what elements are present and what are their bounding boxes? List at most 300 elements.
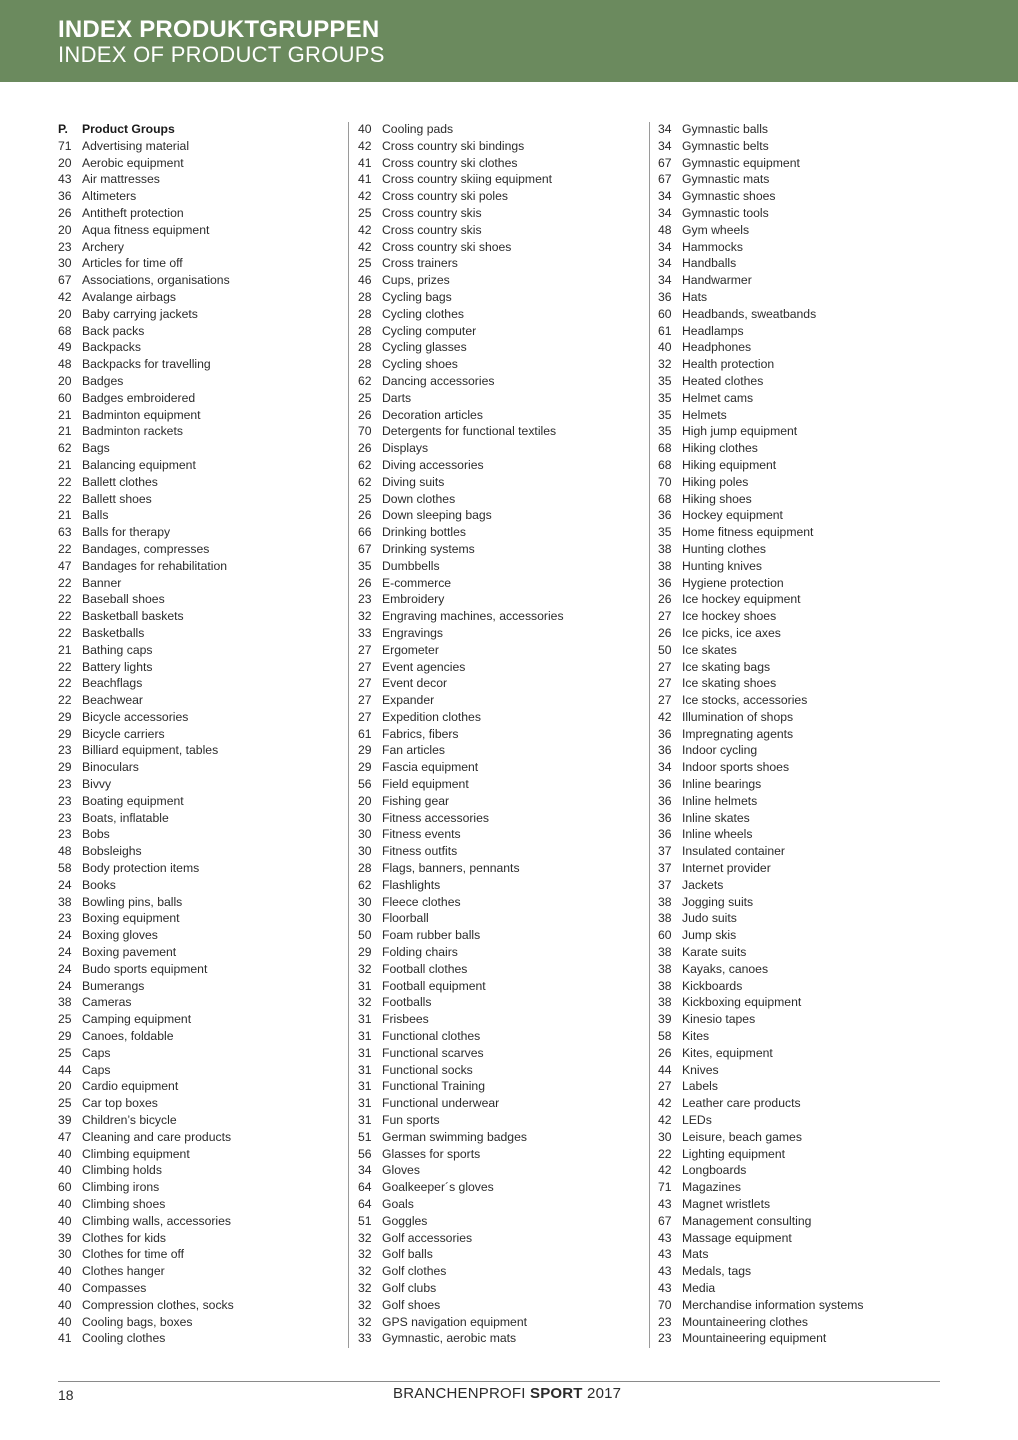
entry-page-number: 36 <box>658 508 672 523</box>
entry-product-group: Detergents for functional textiles <box>382 424 557 439</box>
entry-page-number: 36 <box>658 827 672 842</box>
entry-page-number: 27 <box>658 676 672 691</box>
index-entry <box>658 1045 948 1062</box>
entry-product-group: Merchandise information systems <box>682 1297 864 1312</box>
entry-page-number: 42 <box>58 289 72 304</box>
index-entry <box>658 171 948 188</box>
entry-page-number: 34 <box>658 760 672 775</box>
entry-product-group: Longboards <box>682 1163 747 1178</box>
entry-page-number: 36 <box>658 793 672 808</box>
entry-page-number: 29 <box>358 760 372 775</box>
entry-product-group: Cooling bags, boxes <box>82 1314 193 1329</box>
entry-product-group: Hiking poles <box>682 474 749 489</box>
entry-page-number: 35 <box>358 558 372 573</box>
entry-page-number: 23 <box>658 1331 672 1346</box>
entry-page-number: 24 <box>58 877 72 892</box>
entry-product-group: Health protection <box>682 357 775 372</box>
index-entry <box>58 1078 348 1095</box>
entry-product-group: Media <box>682 1280 716 1295</box>
page-number: 18 <box>58 1387 74 1403</box>
index-entry <box>58 457 348 474</box>
index-entry <box>658 1095 948 1112</box>
index-entry <box>658 961 948 978</box>
entry-page-number: 35 <box>658 373 672 388</box>
entry-page-number: 26 <box>658 1045 672 1060</box>
entry-product-group: Bowling pins, balls <box>82 894 183 909</box>
entry-product-group: Insulated container <box>682 844 785 859</box>
index-entry <box>658 927 948 944</box>
index-entry <box>658 826 948 843</box>
entry-product-group: Hiking equipment <box>682 457 777 472</box>
entry-page-number: 20 <box>58 155 72 170</box>
index-entry <box>658 423 948 440</box>
entry-page-number: 25 <box>58 1012 72 1027</box>
entry-product-group: Handwarmer <box>682 273 752 288</box>
index-entry <box>658 1280 948 1297</box>
index-entry <box>658 306 948 323</box>
entry-page-number: 24 <box>58 978 72 993</box>
index-entry <box>358 1162 648 1179</box>
index-entry <box>58 877 348 894</box>
entry-product-group: Gloves <box>382 1163 420 1178</box>
entry-page-number: 61 <box>658 323 672 338</box>
entry-page-number: 32 <box>358 1247 372 1262</box>
entry-page-number: 22 <box>58 491 72 506</box>
entry-product-group: Gym wheels <box>682 222 750 237</box>
index-entry <box>58 323 348 340</box>
entry-product-group: Embroidery <box>382 592 445 607</box>
index-entry <box>58 390 348 407</box>
entry-product-group: Management consulting <box>682 1213 812 1228</box>
entry-product-group: Bathing caps <box>82 642 153 657</box>
entry-product-group: Boats, inflatable <box>82 810 169 825</box>
entry-product-group: Kayaks, canoes <box>682 961 769 976</box>
index-entry <box>658 1062 948 1079</box>
entry-product-group: Kites <box>682 1029 710 1044</box>
index-entry <box>58 272 348 289</box>
entry-product-group: Kites, equipment <box>682 1045 773 1060</box>
index-entry <box>58 642 348 659</box>
entry-product-group: Darts <box>382 390 412 405</box>
index-entry <box>58 255 348 272</box>
index-entry <box>358 1146 648 1163</box>
index-entry <box>358 440 648 457</box>
entry-page-number: 29 <box>58 1029 72 1044</box>
index-entry <box>358 457 648 474</box>
index-entry <box>58 1230 348 1247</box>
entry-page-number: 23 <box>58 793 72 808</box>
entry-product-group: Binoculars <box>82 760 139 775</box>
index-entry <box>658 659 948 676</box>
column-divider <box>348 122 349 1348</box>
index-entry <box>358 222 648 239</box>
index-entry <box>658 625 948 642</box>
index-entry <box>358 390 648 407</box>
index-entry <box>58 591 348 608</box>
entry-page-number: 26 <box>358 508 372 523</box>
entry-product-group: Backpacks for travelling <box>82 357 211 372</box>
index-entry <box>658 608 948 625</box>
entry-product-group: Magazines <box>682 1180 741 1195</box>
entry-page-number: 28 <box>358 357 372 372</box>
index-entry <box>58 910 348 927</box>
index-entry <box>58 1146 348 1163</box>
entry-page-number: 23 <box>58 827 72 842</box>
index-entry <box>58 944 348 961</box>
page-column-header: P. <box>58 122 68 136</box>
entry-page-number: 25 <box>58 1045 72 1060</box>
entry-product-group: Inline wheels <box>682 827 753 842</box>
index-entry <box>358 692 648 709</box>
entry-page-number: 36 <box>658 743 672 758</box>
index-entry <box>658 1028 948 1045</box>
entry-page-number: 34 <box>658 273 672 288</box>
entry-page-number: 32 <box>358 1280 372 1295</box>
entry-product-group: E-commerce <box>382 575 452 590</box>
entry-page-number: 37 <box>658 861 672 876</box>
entry-page-number: 71 <box>58 138 72 153</box>
index-entry <box>358 759 648 776</box>
entry-page-number: 38 <box>658 894 672 909</box>
entry-product-group: Camping equipment <box>82 1012 192 1027</box>
index-entry <box>658 1011 948 1028</box>
index-entry <box>658 507 948 524</box>
entry-page-number: 58 <box>58 861 72 876</box>
entry-product-group: Clothes hanger <box>82 1264 165 1279</box>
entry-product-group: Body protection items <box>82 861 200 876</box>
index-entry <box>658 1112 948 1129</box>
entry-page-number: 56 <box>358 1146 372 1161</box>
index-entry <box>358 138 648 155</box>
index-entry <box>358 642 648 659</box>
entry-page-number: 22 <box>58 609 72 624</box>
entry-product-group: Jogging suits <box>682 894 754 909</box>
index-entry <box>58 306 348 323</box>
entry-page-number: 40 <box>58 1197 72 1211</box>
entry-page-number: 24 <box>58 961 72 976</box>
header-title-english: INDEX OF PRODUCT GROUPS <box>58 42 385 67</box>
entry-page-number: 63 <box>58 525 72 540</box>
entry-page-number: 37 <box>658 877 672 892</box>
entry-product-group: Golf balls <box>382 1247 433 1262</box>
entry-product-group: Boxing equipment <box>82 911 180 926</box>
index-entry <box>58 541 348 558</box>
entry-product-group: Fascia equipment <box>382 760 479 775</box>
entry-page-number: 38 <box>658 978 672 993</box>
entry-product-group: Ice picks, ice axes <box>682 625 781 640</box>
index-entry <box>58 1213 348 1230</box>
index-entry <box>358 894 648 911</box>
entry-product-group: Goggles <box>382 1213 428 1228</box>
index-entry <box>358 1246 648 1263</box>
entry-page-number: 23 <box>358 592 372 607</box>
entry-product-group: Inline skates <box>682 810 750 825</box>
index-entry <box>658 1162 948 1179</box>
index-entry <box>658 709 948 726</box>
entry-page-number: 30 <box>358 894 372 909</box>
index-entry <box>358 474 648 491</box>
entry-page-number: 64 <box>358 1197 372 1211</box>
entry-product-group: Folding chairs <box>382 945 458 960</box>
index-entry <box>658 440 948 457</box>
index-entry <box>358 608 648 625</box>
index-entry <box>358 507 648 524</box>
index-entry <box>358 675 648 692</box>
index-entry <box>358 625 648 642</box>
entry-page-number: 60 <box>658 928 672 943</box>
entry-page-number: 44 <box>58 1062 72 1077</box>
index-entry <box>358 1263 648 1280</box>
entry-product-group: Ice skates <box>682 642 737 657</box>
entry-product-group: Flags, banners, pennants <box>382 861 520 876</box>
entry-product-group: Functional underwear <box>382 1096 500 1111</box>
entry-page-number: 24 <box>58 928 72 943</box>
entry-product-group: Lighting equipment <box>682 1146 785 1161</box>
entry-page-number: 23 <box>58 239 72 254</box>
entry-page-number: 42 <box>358 138 372 153</box>
index-entry <box>658 558 948 575</box>
index-entry <box>58 356 348 373</box>
entry-page-number: 35 <box>658 525 672 540</box>
index-entry <box>358 843 648 860</box>
index-entry <box>58 793 348 810</box>
index-entry <box>58 1196 348 1213</box>
index-entry <box>58 1095 348 1112</box>
entry-product-group: Cleaning and care products <box>82 1129 232 1144</box>
entry-page-number: 39 <box>58 1230 72 1245</box>
index-entry <box>358 1095 648 1112</box>
index-entry <box>358 289 648 306</box>
entry-product-group: Clothes for time off <box>82 1247 185 1262</box>
entry-page-number: 43 <box>658 1247 672 1262</box>
index-entry <box>58 155 348 172</box>
entry-product-group: Impregnating agents <box>682 726 794 741</box>
index-entry <box>58 1330 348 1347</box>
entry-product-group: Bicycle carriers <box>82 726 165 741</box>
index-entry <box>658 776 948 793</box>
entry-product-group: Fitness outfits <box>382 844 458 859</box>
page-header-banner <box>0 0 1018 82</box>
entry-page-number: 22 <box>58 676 72 691</box>
entry-page-number: 67 <box>658 1213 672 1228</box>
entry-product-group: Headbands, sweatbands <box>682 306 817 321</box>
entry-product-group: Ice hockey equipment <box>682 592 801 607</box>
index-entry <box>358 373 648 390</box>
entry-page-number: 41 <box>358 155 372 170</box>
entry-product-group: Kinesio tapes <box>682 1012 756 1027</box>
entry-product-group: Expander <box>382 693 435 708</box>
entry-product-group: Hammocks <box>682 239 743 254</box>
index-entry <box>658 188 948 205</box>
entry-product-group: LEDs <box>682 1113 712 1128</box>
entry-page-number: 50 <box>358 928 372 943</box>
entry-product-group: Gymnastic balls <box>682 122 769 136</box>
index-entry <box>358 910 648 927</box>
entry-product-group: Car top boxes <box>82 1096 158 1111</box>
entry-product-group: Cycling computer <box>382 323 477 338</box>
entry-product-group: Avalange airbags <box>82 289 176 304</box>
index-entry <box>58 927 348 944</box>
index-entry <box>658 1213 948 1230</box>
entry-page-number: 40 <box>58 1163 72 1178</box>
entry-product-group: Ballett clothes <box>82 474 158 489</box>
index-entry <box>658 1263 948 1280</box>
index-entry <box>358 1230 648 1247</box>
index-entry <box>658 373 948 390</box>
entry-page-number: 56 <box>358 777 372 792</box>
entry-page-number: 32 <box>358 961 372 976</box>
entry-page-number: 46 <box>358 273 372 288</box>
entry-page-number: 31 <box>358 1029 372 1044</box>
entry-page-number: 27 <box>658 609 672 624</box>
entry-product-group: Foam rubber balls <box>382 928 481 943</box>
index-entry <box>358 793 648 810</box>
entry-page-number: 42 <box>358 239 372 254</box>
index-entry <box>658 759 948 776</box>
index-entry <box>58 776 348 793</box>
entry-page-number: 48 <box>58 844 72 859</box>
index-entry <box>358 1196 648 1213</box>
entry-product-group: Functional scarves <box>382 1045 484 1060</box>
entry-page-number: 62 <box>58 441 72 456</box>
entry-page-number: 67 <box>58 273 72 288</box>
index-entry <box>58 1028 348 1045</box>
publication-name: BRANCHENPROFI <box>393 1385 530 1402</box>
entry-page-number: 25 <box>58 1096 72 1111</box>
entry-page-number: 51 <box>358 1213 372 1228</box>
entry-page-number: 68 <box>658 441 672 456</box>
entry-page-number: 40 <box>58 1213 72 1228</box>
index-entry <box>58 1246 348 1263</box>
entry-page-number: 26 <box>358 441 372 456</box>
index-entry <box>658 742 948 759</box>
index-entry <box>58 659 348 676</box>
entry-product-group: Cycling glasses <box>382 340 467 355</box>
index-entry <box>58 491 348 508</box>
index-entry <box>358 826 648 843</box>
entry-page-number: 68 <box>658 457 672 472</box>
entry-page-number: 32 <box>358 1314 372 1329</box>
entry-product-group: Illumination of shops <box>682 709 794 724</box>
index-entry <box>658 239 948 256</box>
entry-page-number: 31 <box>358 1062 372 1077</box>
index-entry <box>358 306 648 323</box>
index-entry <box>658 255 948 272</box>
entry-page-number: 38 <box>658 558 672 573</box>
entry-page-number: 22 <box>58 659 72 674</box>
index-entry <box>358 188 648 205</box>
index-entry <box>58 759 348 776</box>
index-entry <box>658 1246 948 1263</box>
index-entry <box>658 1078 948 1095</box>
entry-product-group: Cycling clothes <box>382 306 464 321</box>
entry-page-number: 31 <box>358 1079 372 1094</box>
entry-page-number: 40 <box>58 1264 72 1279</box>
entry-page-number: 20 <box>58 222 72 237</box>
entry-product-group: Football clothes <box>382 961 468 976</box>
index-entry <box>358 255 648 272</box>
index-entry <box>658 1146 948 1163</box>
entry-page-number: 27 <box>658 659 672 674</box>
entry-page-number: 28 <box>358 306 372 321</box>
index-entry <box>658 222 948 239</box>
index-entry <box>58 339 348 356</box>
entry-page-number: 42 <box>358 222 372 237</box>
entry-product-group: Bicycle accessories <box>82 709 189 724</box>
index-entry <box>658 474 948 491</box>
entry-page-number: 33 <box>358 625 372 640</box>
entry-product-group: Expedition clothes <box>382 709 481 724</box>
index-entry <box>358 659 648 676</box>
column-divider <box>649 122 650 1348</box>
entry-page-number: 29 <box>358 743 372 758</box>
entry-page-number: 40 <box>58 1314 72 1329</box>
index-entry <box>658 121 948 138</box>
entry-page-number: 62 <box>358 373 372 388</box>
index-entry <box>58 474 348 491</box>
entry-product-group: Golf accessories <box>382 1230 473 1245</box>
entry-product-group: Bandages for rehabilitation <box>82 558 227 573</box>
index-entry <box>358 1314 648 1331</box>
index-entry <box>58 692 348 709</box>
index-entry <box>658 843 948 860</box>
entry-product-group: Climbing equipment <box>82 1146 190 1161</box>
entry-product-group: Cardio equipment <box>82 1079 179 1094</box>
entry-page-number: 20 <box>358 793 372 808</box>
entry-product-group: Cross country skiing equipment <box>382 172 553 187</box>
index-entry <box>358 1330 648 1347</box>
index-entry <box>58 1280 348 1297</box>
entry-page-number: 22 <box>58 592 72 607</box>
index-column-2 <box>358 121 648 1347</box>
index-entry <box>358 1213 648 1230</box>
index-entry <box>658 877 948 894</box>
entry-page-number: 41 <box>58 1331 72 1346</box>
entry-page-number: 42 <box>358 189 372 204</box>
index-entry <box>658 289 948 306</box>
entry-page-number: 30 <box>58 256 72 271</box>
entry-page-number: 39 <box>658 1012 672 1027</box>
index-entry <box>658 390 948 407</box>
index-entry <box>58 239 348 256</box>
entry-product-group: Boating equipment <box>82 793 184 808</box>
entry-page-number: 31 <box>358 1012 372 1027</box>
index-entry <box>658 675 948 692</box>
entry-page-number: 23 <box>58 911 72 926</box>
header-title-german: INDEX PRODUKTGRUPPEN <box>58 16 380 43</box>
index-entry <box>58 961 348 978</box>
entry-page-number: 31 <box>358 1113 372 1128</box>
entry-page-number: 21 <box>58 407 72 422</box>
index-entry <box>358 1062 648 1079</box>
entry-product-group: Cross country ski clothes <box>382 155 518 170</box>
index-entry <box>658 591 948 608</box>
index-entry <box>58 1112 348 1129</box>
entry-product-group: Football equipment <box>382 978 486 993</box>
entry-product-group: Gymnastic shoes <box>682 189 776 204</box>
entry-page-number: 42 <box>658 1163 672 1178</box>
index-entry <box>658 407 948 424</box>
entry-page-number: 68 <box>658 491 672 506</box>
index-entry <box>58 222 348 239</box>
entry-page-number: 28 <box>358 323 372 338</box>
entry-page-number: 27 <box>658 693 672 708</box>
entry-product-group: Caps <box>82 1062 111 1077</box>
index-entry <box>658 642 948 659</box>
entry-product-group: Bumerangs <box>82 978 145 993</box>
index-entry <box>658 323 948 340</box>
entry-product-group: Baby carrying jackets <box>82 306 198 321</box>
